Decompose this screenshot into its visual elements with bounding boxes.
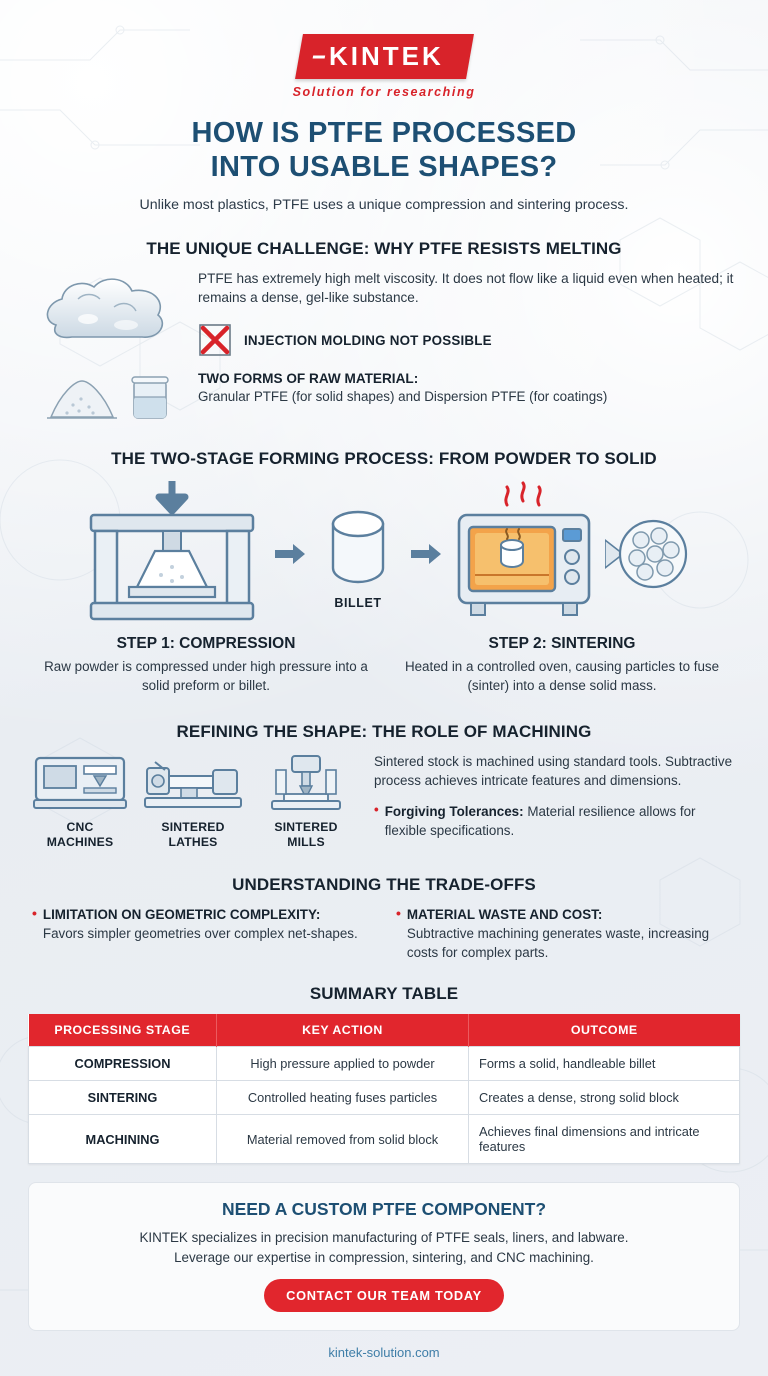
cell-action-compression: High pressure applied to powder <box>217 1047 469 1081</box>
tradeoff-item-1 <box>32 905 372 962</box>
machining-icon-lathe-label <box>141 820 245 849</box>
summary-heading: SUMMARY TABLE <box>309 984 459 1004</box>
contact-us-button[interactable]: CONTACT OUR TEAM TODAY <box>264 1279 504 1312</box>
step-1-text: Raw powder is compressed under high pressure into a solid preform or billet. <box>44 659 368 694</box>
logo-tagline: Solution for researching <box>292 85 476 99</box>
lathe-label-2: LATHES <box>168 834 218 849</box>
machining-bullet-text: Material resilience allows for flexible specifications. <box>384 804 696 839</box>
cnc-label-1: CNC <box>66 819 94 834</box>
page-subtitle: Unlike most plastics, PTFE uses a unique compression and sintering process. <box>139 196 629 213</box>
cnc-label-2: MACHINES <box>46 834 114 849</box>
raw-material-text: Granular PTFE (for solid shapes) and Dispersion PTFE (for coatings) <box>198 389 608 405</box>
machining-icon-lathe <box>141 752 245 849</box>
forming-diagram <box>28 479 740 629</box>
powder-pile-icon <box>45 371 119 423</box>
billet-label: BILLET <box>334 596 382 611</box>
step-2-title: STEP 2: SINTERING <box>488 635 636 653</box>
cta-heading: NEED A CUSTOM PTFE COMPONENT? <box>221 1199 547 1220</box>
dispersion-beaker-icon <box>127 371 173 423</box>
bullet-dot-icon-1: • <box>32 905 37 922</box>
machining-bullet <box>374 802 740 840</box>
page-title <box>28 117 740 185</box>
page-title-line2: INTO USABLE SHAPES? <box>210 150 558 183</box>
page-title-line1: HOW IS PTFE PROCESSED <box>191 117 577 149</box>
cell-stage-machining: MACHINING <box>29 1115 217 1164</box>
lathe-icon <box>141 752 245 814</box>
cell-stage-sintering: SINTERING <box>29 1081 217 1115</box>
cnc-machine-icon <box>28 752 132 814</box>
cta-line-2: Leverage our expertise in compression, sintering, and CNC machining. <box>174 1249 594 1265</box>
tradeoffs-heading: UNDERSTANDING THE TRADE-OFFS <box>232 875 536 895</box>
raw-material-heading: TWO FORMS OF RAW MATERIAL: <box>198 371 419 387</box>
ptfe-blob-icon <box>34 269 184 347</box>
challenge-heading: THE UNIQUE CHALLENGE: WHY PTFE RESISTS MELTING <box>146 238 622 258</box>
billet-icon <box>313 498 403 594</box>
sintering-oven-icon <box>449 479 599 629</box>
step-1-title: STEP 1: COMPRESSION <box>116 635 296 653</box>
red-cross-icon <box>198 323 232 357</box>
bullet-dot-icon: • <box>374 802 379 818</box>
tradeoffs-block <box>28 905 740 962</box>
brand-logo <box>28 0 740 99</box>
mill-label-2: MILLS <box>287 834 325 849</box>
machining-heading: REFINING THE SHAPE: THE ROLE OF MACHINING <box>176 721 592 741</box>
logo-text: KINTEK <box>328 41 444 71</box>
fused-particles-icon <box>605 506 691 602</box>
cta-panel <box>28 1182 740 1331</box>
machining-bullet-title: Forgiving Tolerances: <box>384 804 524 820</box>
table-row <box>29 1081 740 1115</box>
tradeoff-item-2 <box>396 905 736 962</box>
summary-table <box>28 1014 740 1164</box>
table-header-row <box>29 1014 740 1047</box>
lathe-label-1: SINTERED <box>161 819 225 834</box>
machining-icon-mill-label <box>254 820 358 849</box>
machining-block <box>28 752 740 849</box>
footer-url[interactable]: kintek-solution.com <box>328 1345 440 1361</box>
cell-stage-compression: COMPRESSION <box>29 1047 217 1081</box>
cell-outcome-sintering: Creates a dense, strong solid block <box>469 1081 740 1115</box>
mill-icon <box>254 752 358 814</box>
tradeoff-2-text: Subtractive machining generates waste, increasing costs for complex parts. <box>406 926 710 961</box>
challenge-paragraph: PTFE has extremely high melt viscosity. It does not flow like a liquid even when heated; it remains a dense, gel-like substance. <box>198 270 734 306</box>
forming-steps <box>28 635 740 696</box>
forming-heading: THE TWO-STAGE FORMING PROCESS: FROM POWDER TO SOLID <box>111 449 657 469</box>
column-header-stage: PROCESSING STAGE <box>29 1014 217 1047</box>
bullet-dot-icon-2: • <box>396 905 401 922</box>
mill-label-1: SINTERED <box>274 819 338 834</box>
cta-line-1: KINTEK specializes in precision manufacturing of PTFE seals, liners, and labware. <box>139 1230 629 1246</box>
challenge-block <box>28 269 740 358</box>
arrow-right-icon <box>273 541 307 567</box>
machining-icon-cnc-label <box>28 820 132 849</box>
cell-action-machining: Material removed from solid block <box>217 1115 469 1164</box>
raw-material-block <box>28 371 740 423</box>
tradeoff-1-title: LIMITATION ON GEOMETRIC COMPLEXITY: <box>42 907 321 923</box>
machining-paragraph: Sintered stock is machined using standard tools. Subtractive process achieves intricate features and dimensions. <box>374 753 733 788</box>
machining-icon-mill <box>254 752 358 849</box>
cell-outcome-machining: Achieves final dimensions and intricate features <box>469 1115 740 1164</box>
cell-action-sintering: Controlled heating fuses particles <box>217 1081 469 1115</box>
hydraulic-press-icon <box>77 479 267 629</box>
step-2-text: Heated in a controlled oven, causing particles to fuse (sinter) into a dense solid mass. <box>404 659 720 694</box>
step-compression <box>28 635 384 696</box>
machining-icon-cnc <box>28 752 132 849</box>
table-row <box>29 1115 740 1164</box>
billet-figure <box>313 498 403 610</box>
logo-badge <box>295 34 474 79</box>
arrow-right-icon-2 <box>409 541 443 567</box>
table-row <box>29 1047 740 1081</box>
column-header-outcome: OUTCOME <box>469 1014 740 1047</box>
cell-outcome-compression: Forms a solid, handleable billet <box>469 1047 740 1081</box>
column-header-action: KEY ACTION <box>217 1014 469 1047</box>
no-injection-molding <box>198 323 734 357</box>
tradeoff-2-title: MATERIAL WASTE AND COST: <box>406 907 603 923</box>
tradeoff-1-text: Favors simpler geometries over complex net-shapes. <box>42 926 358 942</box>
no-injection-label: INJECTION MOLDING NOT POSSIBLE <box>244 332 492 348</box>
logo-tick-icon <box>312 55 325 58</box>
step-sintering <box>384 635 740 696</box>
